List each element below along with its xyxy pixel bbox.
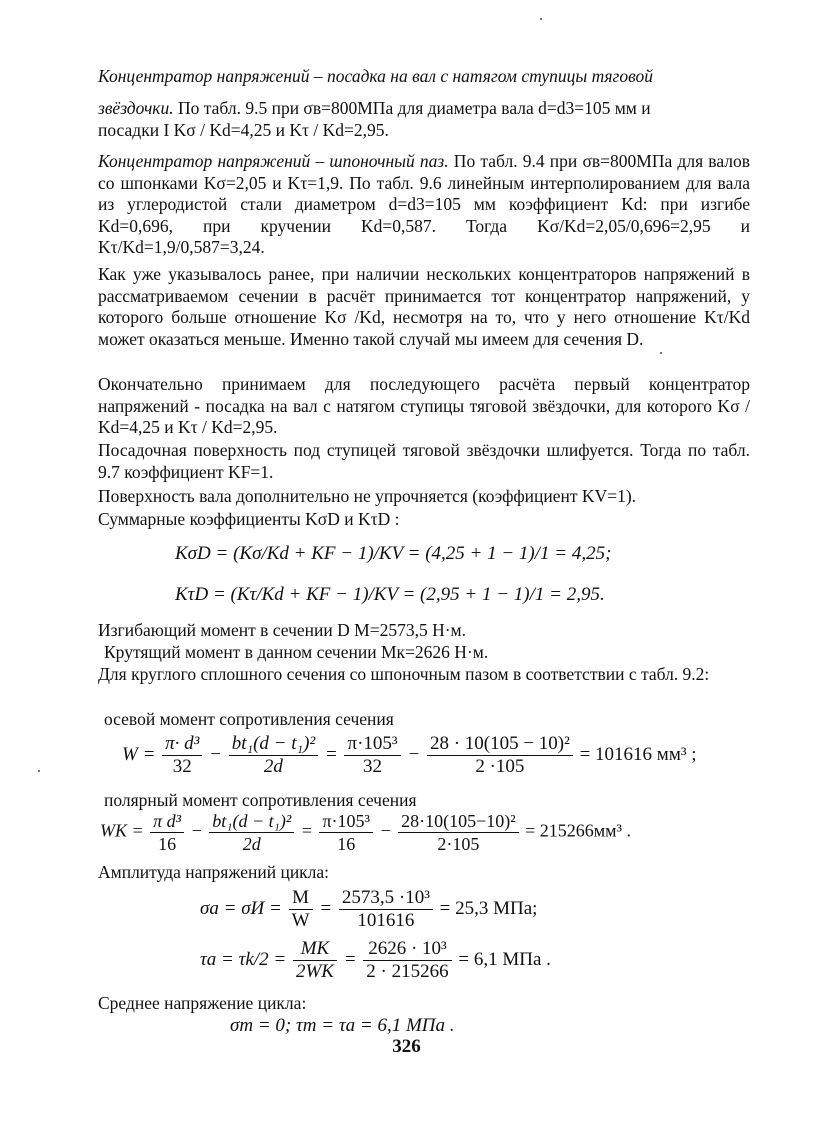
tau-a-f1-denominator: 2WK: [295, 961, 334, 982]
tau-a-fraction-2: [363, 938, 451, 983]
tau-a-f1-numerator: MK: [293, 938, 337, 961]
wk-f1-denominator: 16: [158, 834, 177, 854]
paragraph-several-concentrators: Как уже указывалось ранее, при наличии нескольких концентраторов напряжений в рассматриваемом сечении в расчёт принимается тот концентратор напряжений, у которого больше отношение Kσ /Kd, несмотря на то, что у него отношение Kτ/Kd может оказаться меньше. Именно такой случай мы имеем для сечения D.: [98, 264, 750, 349]
wk-result: = 215266мм³ .: [525, 820, 631, 841]
w-f2-denominator: 2d: [263, 756, 283, 777]
wk-f1-numerator: π d³: [150, 810, 184, 833]
w-minus-2: −: [407, 743, 421, 765]
wk-fraction-3: [319, 810, 372, 855]
tau-a-f2-denominator: 2 · 215266: [366, 961, 449, 982]
line-mean-stress: Среднее напряжение цикла:: [98, 993, 307, 1013]
wk-f2-numerator: bt₁(d − t₁)²: [209, 810, 294, 833]
w-f2-numerator: bt₁(d − t₁)²: [229, 733, 318, 756]
paragraph-keyway: [98, 151, 750, 259]
wk-f4-numerator: 28·10(105−10)²: [398, 810, 519, 833]
sigma-a-f1-numerator: M: [289, 887, 313, 910]
w-fraction-4: [427, 733, 573, 778]
line-hardening: Поверхность вала дополнительно не упрочняется (коэффициент KV=1).: [98, 486, 637, 506]
w-lhs: W =: [122, 743, 156, 765]
page-number: 326: [392, 1036, 421, 1057]
sigma-a-lhs: σa = σИ =: [200, 897, 282, 919]
tau-a-fraction-1: [293, 938, 337, 983]
w-f4-denominator: 2 ·105: [475, 756, 525, 777]
w-fraction-1: [162, 733, 202, 778]
scan-speck: [38, 770, 40, 772]
heading-fit-concentrator: Концентратор напряжений – посадка на вал с натягом ступицы тяговой: [98, 66, 653, 86]
tau-a-lhs: τa = τk/2 =: [200, 948, 287, 970]
wk-fraction-2: [209, 810, 294, 855]
line-polar-modulus: полярный момент сопротивления сечения: [104, 790, 417, 810]
line-bending-moment: Изгибающий момент в сечении D M=2573,5 Н·м.: [98, 620, 466, 640]
wk-fraction-4: [398, 810, 519, 855]
equation-w: [122, 733, 697, 778]
w-f1-numerator: π· d³: [162, 733, 202, 756]
w-f3-denominator: 32: [363, 756, 383, 777]
heading-keyway: Концентратор напряжений – шпоночный паз.: [98, 151, 449, 171]
w-f4-numerator: 28 · 10(105 − 10)²: [427, 733, 573, 756]
w-equals: =: [324, 743, 338, 765]
line-axial-modulus: осевой момент сопротивления сечения: [104, 709, 394, 729]
paragraph-section-type: Для круглого сплошного сечения со шпоночным пазом в соответствии с табл. 9.2:: [98, 664, 710, 684]
w-f1-denominator: 32: [172, 756, 192, 777]
equation-sigma-a: [200, 887, 537, 932]
sigma-a-fraction-1: [289, 887, 313, 932]
line-summary-coefficients: Суммарные коэффициенты KσD и KτD :: [98, 509, 400, 529]
equation-k-tau-d: KτD = (Kτ/Kd + KF − 1)/KV = (2,95 + 1 − 1)/1 = 2,95.: [175, 584, 605, 605]
wk-minus-2: −: [379, 820, 392, 841]
scan-speck: [660, 352, 662, 354]
wk-f4-denominator: 2·105: [437, 834, 480, 854]
equation-tau-a: [200, 938, 551, 983]
paragraph-surface: Посадочная поверхность под ступицей тяговой звёздочки шлифуется. Тогда по табл. 9.7 коэффициент KF=1.: [98, 440, 750, 482]
sigma-a-equals: =: [319, 897, 333, 919]
sigma-a-f2-numerator: 2573,5 ·10³: [339, 887, 433, 910]
wk-f3-numerator: π·105³: [319, 810, 372, 833]
wk-lhs: WK =: [100, 820, 144, 841]
w-fraction-2: [229, 733, 318, 778]
keyway-text: По табл. 9.4 при σв=800МПа для валов со шпонками Kσ=2,05 и Kτ=1,9. По табл. 9.6 линейным интерполированием для вала из углеродистой стали диаметром d=d3=105 мм коэффициент Kd: при изгибе Kd=0,696, при кручении Kd=0,587. Тогда Kσ/Kd=2,05/0,696=2,95 и Kτ/Kd=1,9/0,587=3,24.: [98, 151, 750, 257]
scan-speck: [540, 18, 542, 20]
tau-a-result: = 6,1 МПа .: [458, 948, 551, 970]
sigma-a-f2-denominator: 101616: [357, 910, 415, 931]
sigma-a-result: = 25,3 МПа;: [439, 897, 538, 919]
paragraph-final-choice: Окончательно принимаем для последующего расчёта первый концентратор напряжений - посадка на вал с натягом ступицы тяговой звёздочки, для которого Kσ / Kd=4,25 и Kτ / Kd=2,95.: [98, 374, 750, 437]
wk-f2-denominator: 2d: [242, 834, 261, 854]
wk-fraction-1: [150, 810, 184, 855]
fit-concentrator-line-2: [98, 98, 651, 119]
fit-concentrator-italic-tail: звёздочки.: [98, 98, 174, 118]
equation-wk: [100, 810, 631, 855]
w-result: = 101616 мм³ ;: [579, 743, 697, 765]
w-fraction-3: [344, 733, 400, 778]
line-torque: Крутящий момент в данном сечении Mк=2626 Н·м.: [104, 642, 489, 662]
line-amplitude: Амплитуда напряжений цикла:: [98, 862, 330, 882]
wk-equals: =: [300, 820, 313, 841]
fit-concentrator-text: По табл. 9.5 при σв=800МПа для диаметра вала d=d3=105 мм и: [177, 98, 651, 118]
equation-k-sigma-d: KσD = (Kσ/Kd + KF − 1)/KV = (4,25 + 1 − 1)/1 = 4,25;: [175, 543, 612, 564]
tau-a-f2-numerator: 2626 · 10³: [363, 938, 451, 961]
sigma-a-fraction-2: [339, 887, 433, 932]
tau-a-equals: =: [343, 948, 357, 970]
wk-minus-1: −: [190, 820, 203, 841]
w-f3-numerator: π·105³: [344, 733, 400, 756]
w-minus-1: −: [209, 743, 222, 765]
sigma-a-f1-denominator: W: [291, 910, 310, 931]
fit-concentrator-line-3: посадки I Kσ / Kd=4,25 и Kτ / Kd=2,95.: [98, 120, 389, 140]
equation-mean-stress: σm = 0; τm = τa = 6,1 МПа .: [230, 1015, 455, 1036]
wk-f3-denominator: 16: [337, 834, 356, 854]
